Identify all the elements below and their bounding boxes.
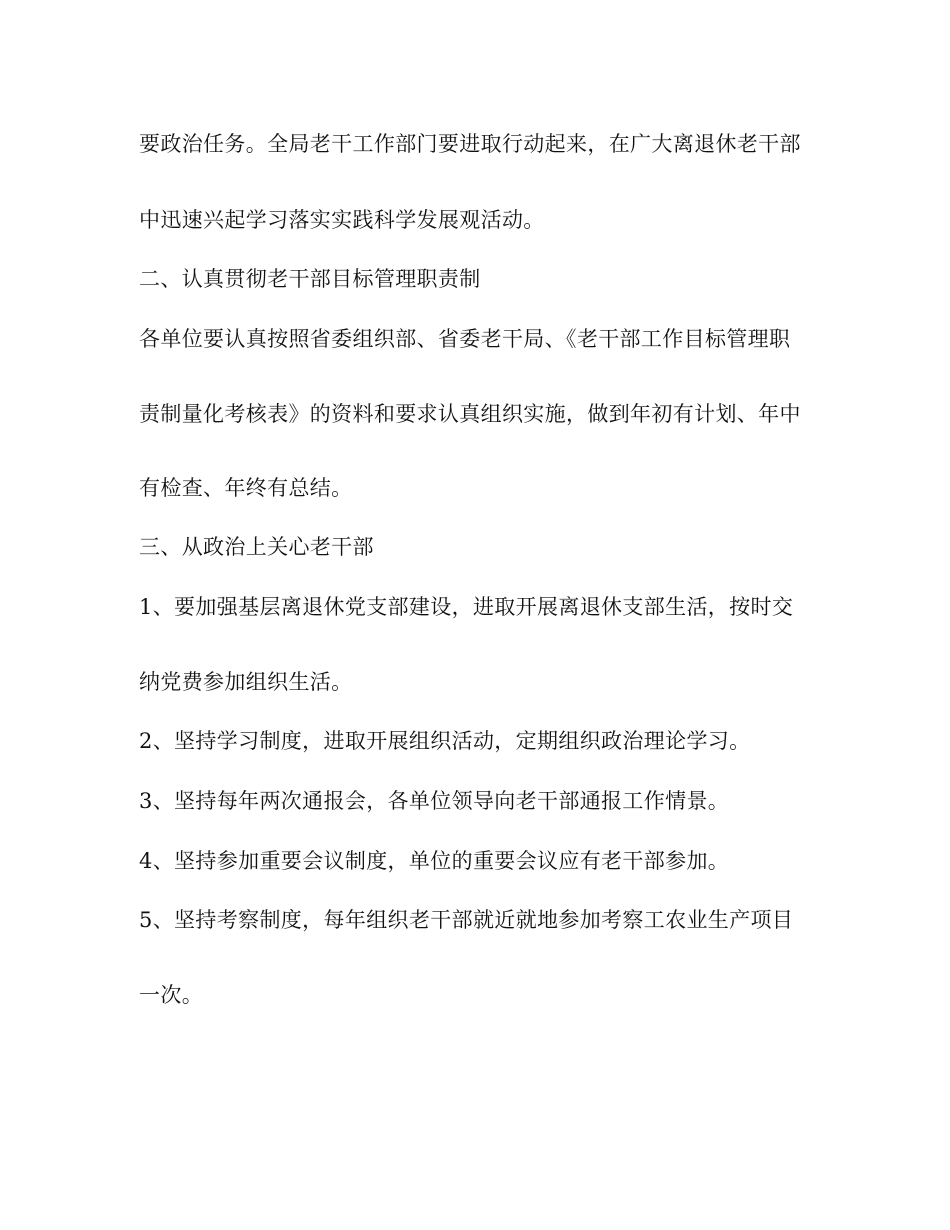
section-heading: 三、从政治上关心老干部 [139, 535, 374, 559]
list-item: 2、坚持学习制度，进取开展组织活动，定期组织政治理论学习。 [139, 729, 751, 753]
paragraph-line: 要政治任务。全局老干工作部门要进取行动起来，在广大离退休老干部 [139, 132, 801, 156]
list-item-line: 5、坚持考察制度，每年组织老干部就近就地参加考察工农业生产项目 [139, 908, 794, 932]
list-item-line: 一次。 [139, 983, 204, 1007]
list-item: 3、坚持每年两次通报会，各单位领导向老干部通报工作情景。 [139, 789, 730, 813]
list-item: 4、坚持参加重要会议制度，单位的重要会议应有老干部参加。 [139, 849, 730, 873]
paragraph-line: 有检查、年终有总结。 [139, 476, 353, 500]
section-heading: 二、认真贯彻老干部目标管理职责制 [139, 267, 481, 291]
list-item-line: 1、要加强基层离退休党支部建设，进取开展离退休支部生活，按时交 [139, 595, 794, 619]
paragraph-line: 各单位要认真按照省委组织部、省委老干局、《老干部工作目标管理职 [139, 327, 791, 351]
list-item-line: 纳党费参加组织生活。 [139, 670, 353, 694]
paragraph-line: 责制量化考核表》的资料和要求认真组织实施，做到年初有计划、年中 [139, 402, 801, 426]
paragraph-line: 中迅速兴起学习落实实践科学发展观活动。 [139, 208, 545, 232]
